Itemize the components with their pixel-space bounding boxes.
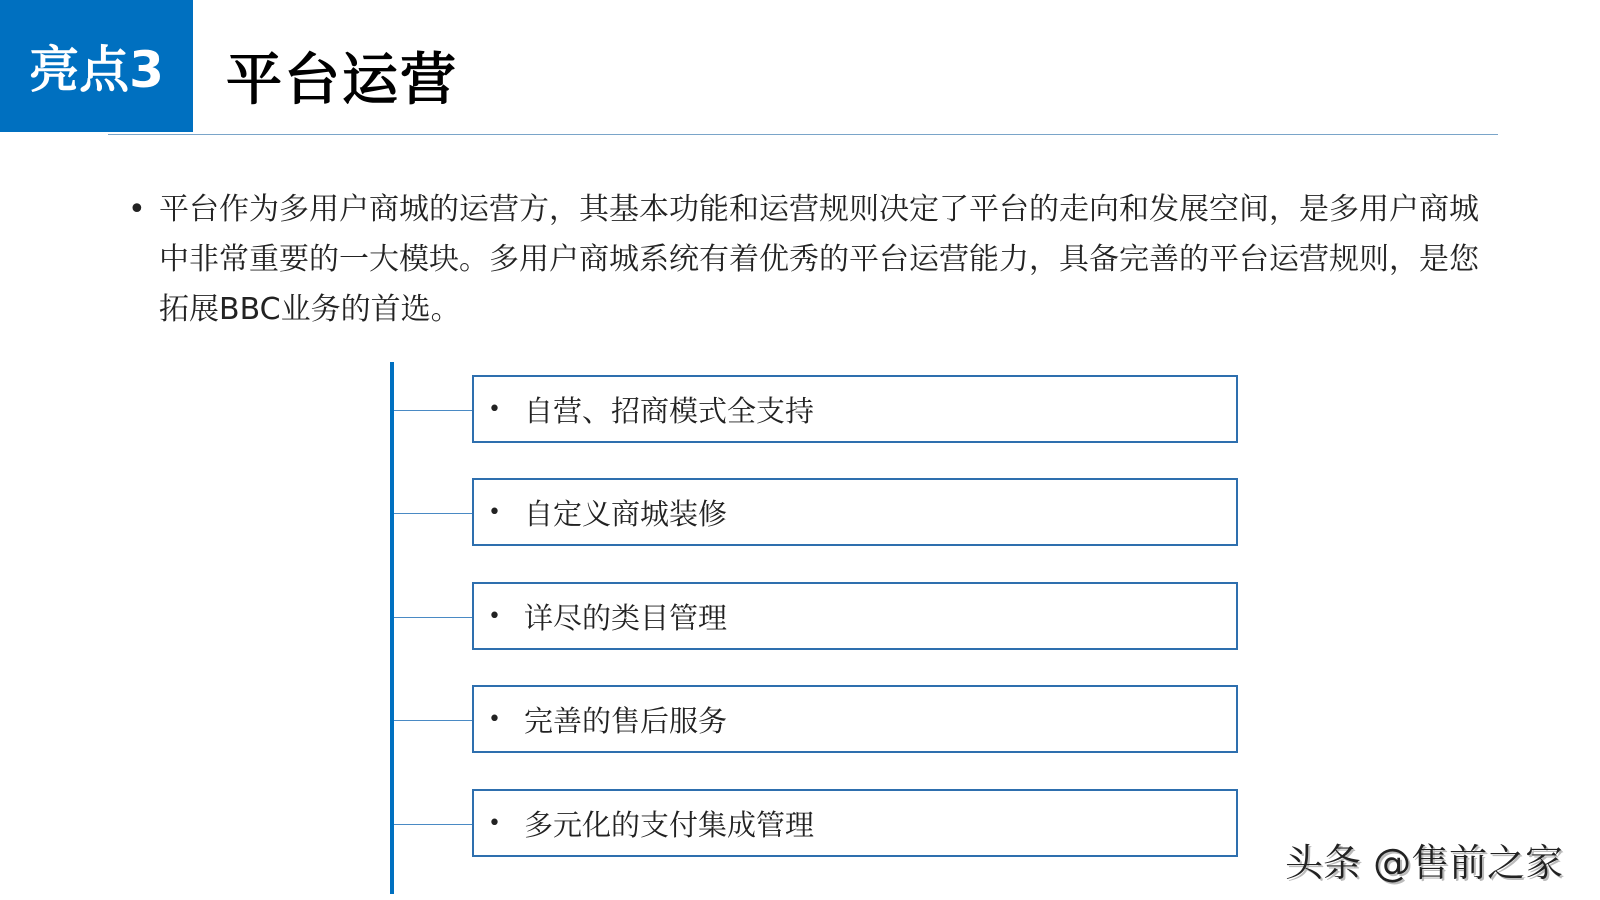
page-title: 平台运营	[226, 48, 458, 113]
intro-paragraph	[128, 185, 1488, 335]
bullet-icon: •	[128, 192, 146, 227]
bullet-icon: •	[488, 810, 501, 836]
tree-trunk-line	[390, 362, 394, 894]
intro-text: 平台作为多用户商城的运营方，其基本功能和运营规则决定了平台的走向和发展空间，是多用户商城中非常重要的一大模块。多用户商城系统有着优秀的平台运营能力，具备完善的平台运营规则，是您拓展BBC业务的首选。	[159, 192, 1479, 327]
feature-label: 完善的售后服务	[524, 703, 728, 738]
highlight-badge: 亮点3	[0, 0, 193, 132]
feature-label: 自定义商城装修	[524, 496, 728, 531]
connector-line	[394, 824, 472, 825]
watermark: 头条 @售前之家	[1285, 841, 1564, 885]
bullet-icon: •	[488, 706, 501, 732]
connector-line	[394, 410, 472, 411]
feature-box	[472, 478, 1238, 546]
connector-line	[394, 720, 472, 721]
connector-line	[394, 513, 472, 514]
bullet-icon: •	[488, 603, 501, 629]
feature-box	[472, 685, 1238, 753]
feature-label: 自营、招商模式全支持	[524, 393, 815, 428]
connector-line	[394, 617, 472, 618]
bullet-icon: •	[488, 499, 501, 525]
feature-label: 详尽的类目管理	[524, 600, 728, 635]
feature-box	[472, 789, 1238, 857]
bullet-icon: •	[488, 396, 501, 422]
feature-box	[472, 375, 1238, 443]
header-divider	[108, 134, 1498, 135]
feature-label: 多元化的支付集成管理	[524, 807, 815, 842]
feature-box	[472, 582, 1238, 650]
